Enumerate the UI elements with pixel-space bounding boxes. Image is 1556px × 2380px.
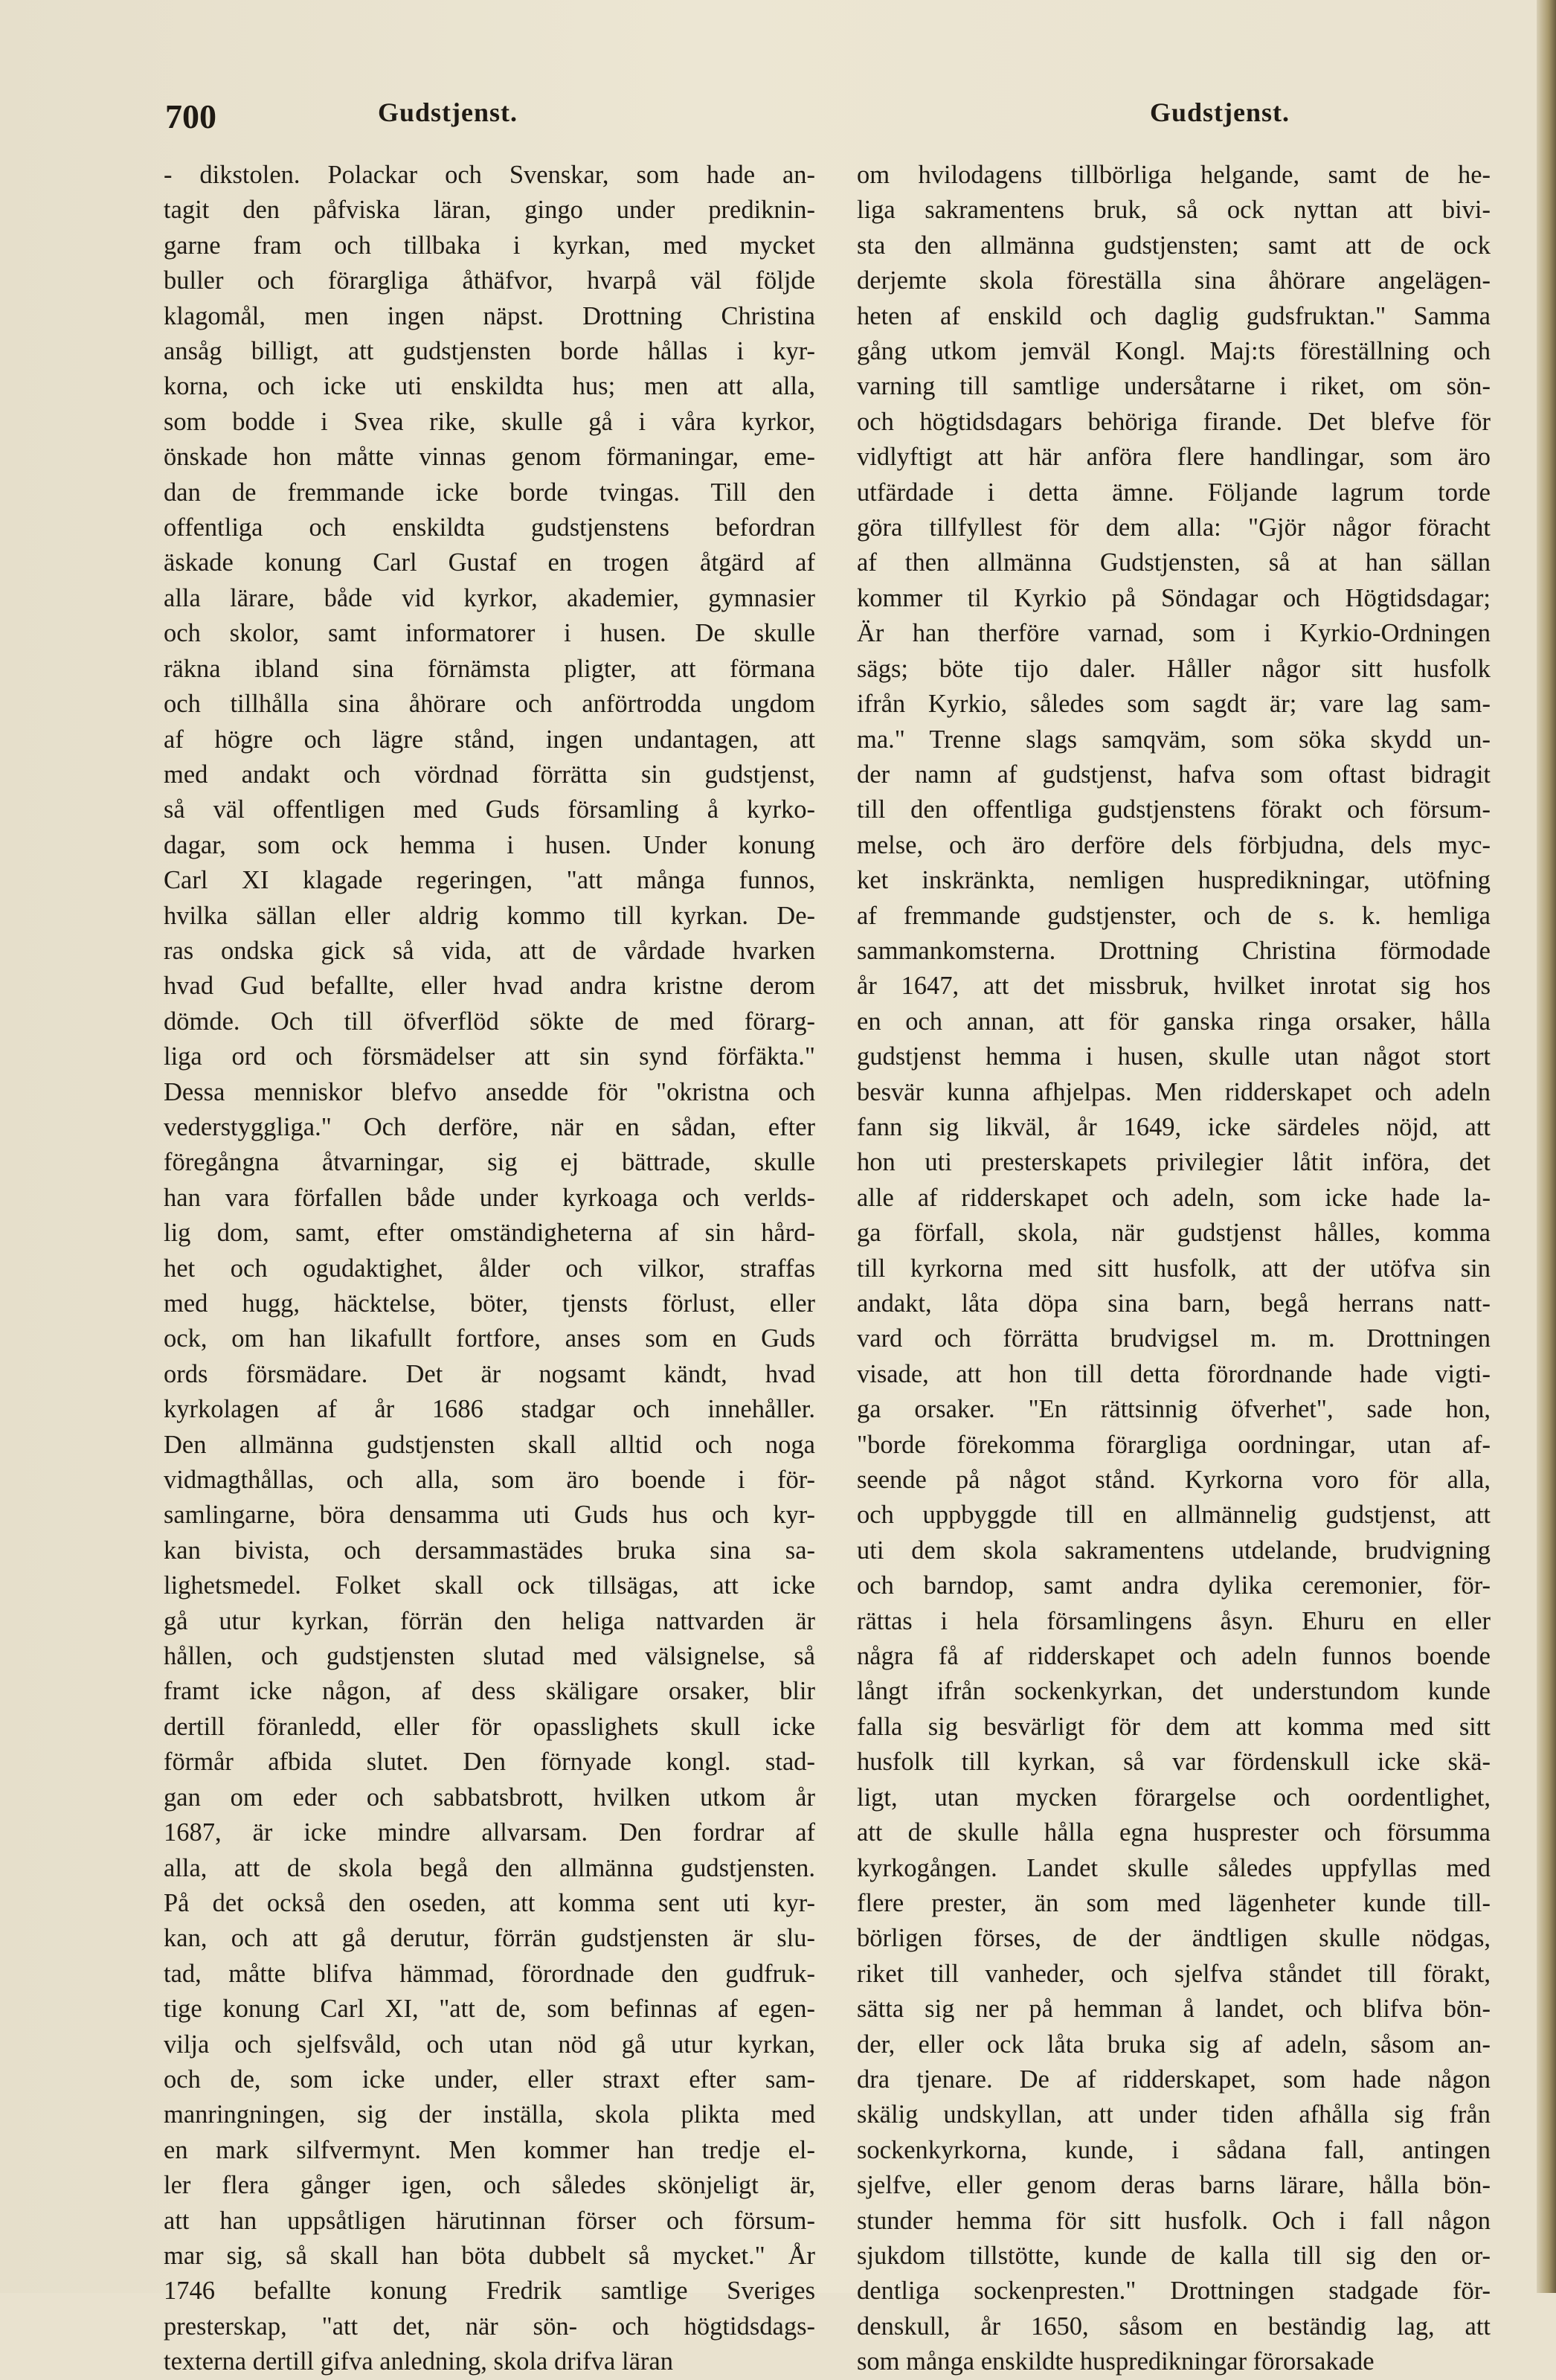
text-line: Den allmänna gudstjensten skall alltid och noga	[164, 1430, 815, 1459]
text-line: och de, som icke under, eller straxt efter sam-	[164, 2065, 815, 2094]
text-line: och barndop, samt andra dylika ceremonier, för-	[857, 1571, 1491, 1600]
text-line: korna, och icke uti enskildta hus; men att alla,	[164, 372, 815, 401]
text-line: falla sig besvärligt för dem att komma med sitt	[857, 1712, 1491, 1741]
text-line: klagomål, men ingen näpst. Drottning Christina	[164, 301, 815, 330]
text-line: "borde förekomma förargliga oordningar, utan af-	[857, 1430, 1491, 1459]
text-line: räkna ibland sina förnämsta pligter, att förmana	[164, 654, 815, 683]
text-line: sjelfve, eller genom deras barns lärare, hålla bön-	[857, 2171, 1491, 2200]
text-line: ras ondska gick så vida, att de vårdade hvarken	[164, 936, 815, 965]
text-line: önskade hon måtte vinnas genom förmaningar, eme-	[164, 443, 815, 472]
text-line: dan de fremmande icke borde tvingas. Till den	[164, 478, 815, 507]
text-line: vard och förrätta brudvigsel m. m. Drottningen	[857, 1324, 1491, 1353]
text-line: äskade konung Carl Gustaf en trogen åtgärd af	[164, 548, 815, 577]
text-line: alla, att de skola begå den allmänna gudstjensten.	[164, 1853, 815, 1882]
text-line: dra tjenare. De af ridderskapet, som hade någon	[857, 2065, 1491, 2094]
text-line: mar sig, så skall han böta dubbelt så mycket." År	[164, 2241, 815, 2270]
text-line: till kyrkorna med sitt husfolk, att der utöfva sin	[857, 1254, 1491, 1283]
text-line: ma." Trenne slags samqväm, som söka skydd un-	[857, 725, 1491, 754]
text-line: förmår afbida slutet. Den förnyade kongl. stad-	[164, 1748, 815, 1777]
text-line: ansåg billigt, att gudstjensten borde hållas i kyr-	[164, 337, 815, 366]
text-line: ler flera gånger igen, och således skönjeligt är,	[164, 2171, 815, 2200]
text-line: sätta sig ner på hemman å landet, och blifva bön-	[857, 1995, 1491, 2024]
text-line: att de skulle hålla egna husprester och försumma	[857, 1818, 1491, 1847]
text-line: dömde. Och till öfverflöd sökte de med förarg-	[164, 1007, 815, 1036]
text-line: af högre och lägre stånd, ingen undantagen, att	[164, 725, 815, 754]
text-line: 1746 befallte konung Fredrik samtlige Sveriges	[164, 2277, 815, 2306]
text-line: andakt, låta döpa sina barn, begå herrans natt-	[857, 1289, 1491, 1318]
text-line: hvilka sällan eller aldrig kommo till kyrkan. De-	[164, 901, 815, 930]
text-line: om hvilodagens tillbörliga helgande, samt de he-	[857, 161, 1491, 189]
text-line: gå utur kyrkan, förrän den heliga nattvarden är	[164, 1606, 815, 1635]
text-line: tige konung Carl XI, "att de, som befinnas af egen-	[164, 1995, 815, 2024]
text-line: fann sig likväl, år 1649, icke särdeles nöjd, att	[857, 1112, 1491, 1141]
text-line: presterskap, "att det, när sön- och högtidsdags-	[164, 2312, 815, 2341]
text-line: tagit den påfviska läran, gingo under prediknin-	[164, 196, 815, 225]
text-line: varning till samtlige undersåtarne i riket, om sön-	[857, 372, 1491, 401]
text-line: husfolk till kyrkan, så var fördenskull icke skä-	[857, 1748, 1491, 1777]
text-line: På det också den oseden, att komma sent uti kyr-	[164, 1888, 815, 1917]
text-line: ligt, utan mycken förargelse och oordentlighet,	[857, 1783, 1491, 1812]
text-column-right	[857, 158, 1491, 2380]
text-line: dagar, som ock hemma i husen. Under konung	[164, 830, 815, 859]
text-line: ga orsaker. "En rättsinnig öfverhet", sade hon,	[857, 1395, 1491, 1424]
text-line: sammankomsterna. Drottning Christina förmodade	[857, 936, 1491, 965]
text-line: tad, måtte blifva hämmad, förordnade den gudfruk-	[164, 1959, 815, 1988]
text-line: gan om eder och sabbatsbrott, hvilken utkom år	[164, 1783, 815, 1812]
text-line: lighetsmedel. Folket skall ock tillsägas, att icke	[164, 1571, 815, 1600]
text-line: af then allmänna Gudstjensten, så at han sällan	[857, 548, 1491, 577]
text-line: så väl offentligen med Guds församling å kyrko-	[164, 795, 815, 824]
text-line: af fremmande gudstjenster, och de s. k. hemliga	[857, 901, 1491, 930]
text-line: Carl XI klagade regeringen, "att många funnos,	[164, 866, 815, 895]
text-line: några få af ridderskapet och adeln funnos boende	[857, 1642, 1491, 1671]
text-line: att han uppsåtligen härutinnan förser och försum-	[164, 2206, 815, 2235]
text-line: kyrkogången. Landet skulle således uppfyllas med	[857, 1853, 1491, 1882]
text-line: texterna dertill gifva anledning, skola drifva läran	[164, 2347, 673, 2376]
text-line: en mark silfvermynt. Men kommer han tredje el-	[164, 2135, 815, 2164]
text-line: framt icke någon, af dess skäligare orsaker, blir	[164, 1677, 815, 1706]
text-line: buller och förargliga åthäfvor, hvarpå väl följde	[164, 266, 815, 295]
text-line: 1687, är icke mindre allvarsam. Den fordrar af	[164, 1818, 815, 1847]
text-line: ords försmädare. Det är nogsamt kändt, hvad	[164, 1359, 815, 1388]
running-head-right: Gudstjenst.	[1150, 97, 1290, 127]
text-line: Är han therföre varnad, som i Kyrkio-Ordningen	[857, 619, 1491, 648]
text-line: derjemte skola föreställa sina åhörare angelägen-	[857, 266, 1491, 295]
text-line: med hugg, häcktelse, böter, tjensts förlust, eller	[164, 1289, 815, 1318]
text-line: föregångna åtvarningar, sig ej bättrade, skulle	[164, 1148, 815, 1177]
text-line: rättas i hela församlingens åsyn. Ehuru en eller	[857, 1606, 1491, 1635]
text-line: en och annan, att för ganska ringa orsaker, hålla	[857, 1007, 1491, 1036]
text-line: stunder hemma för sitt husfolk. Och i fall någon	[857, 2206, 1491, 2235]
text-line: sägs; böte tijo daler. Håller någor sitt husfolk	[857, 654, 1491, 683]
text-line: med andakt och vördnad förrätta sin gudstjenst,	[164, 760, 815, 789]
text-line: seende på något stånd. Kyrkorna voro för alla,	[857, 1466, 1491, 1495]
text-line: visade, att hon till detta förordnande hade vigti-	[857, 1359, 1491, 1388]
text-line: liga sakramentens bruk, så ock nyttan att bivi-	[857, 196, 1491, 225]
text-line: göra tillfyllest för dem alla: "Gjör någor föracht	[857, 513, 1491, 542]
text-line: skälig undskyllan, att under tiden afhålla sig från	[857, 2100, 1491, 2129]
text-line: och uppbyggde till en allmännelig gudstjenst, att	[857, 1501, 1491, 1530]
text-line: besvär kunna afhjelpas. Men ridderskapet och adeln	[857, 1077, 1491, 1106]
text-column-left	[164, 158, 815, 2380]
text-line: sjukdom tillstötte, kunde de kalla till sig den or-	[857, 2241, 1491, 2270]
text-line: gång utkom jemväl Kongl. Maj:ts föreställning och	[857, 337, 1491, 366]
text-line: hvad Gud befallte, eller hvad andra kristne derom	[164, 972, 815, 1001]
text-line: och högtidsdagars behöriga firande. Det blefve för	[857, 407, 1491, 436]
text-line: till den offentliga gudstjenstens förakt och försum-	[857, 795, 1491, 824]
text-line: liga ord och försmädelser att sin synd förfäkta."	[164, 1042, 815, 1071]
text-line: kyrkolagen af år 1686 stadgar och innehåller.	[164, 1395, 815, 1424]
text-line: långt ifrån sockenkyrkan, det understundom kunde	[857, 1677, 1491, 1706]
text-line: år 1647, att det missbruk, hvilket inrotat sig hos	[857, 972, 1491, 1001]
page-number: 700	[165, 97, 216, 135]
text-line: der namn af gudstjenst, hafva som oftast bidragit	[857, 760, 1491, 789]
text-line: garne fram och tillbaka i kyrkan, med mycket	[164, 231, 815, 260]
text-line: ock, om han likafullt fortfore, anses som en Guds	[164, 1324, 815, 1353]
text-line: ga förfall, skola, när gudstjenst hålles, komma	[857, 1219, 1491, 1248]
text-line: sta den allmänna gudstjensten; samt att de ock	[857, 231, 1491, 260]
text-line: utfärdade i detta ämne. Följande lagrum torde	[857, 478, 1491, 507]
text-line: - dikstolen. Polackar och Svenskar, som hade an-	[164, 161, 815, 189]
text-line: vidmagthållas, och alla, som äro boende i för-	[164, 1466, 815, 1495]
text-line: ifrån Kyrkio, således som sagdt är; vare lag sam-	[857, 690, 1491, 719]
text-line: börligen förses, de der ändtligen skulle nödgas,	[857, 1924, 1491, 1953]
text-line: som många enskildte huspredikningar förorsakade	[857, 2347, 1375, 2376]
text-line: kan, och att gå derutur, förrän gudstjensten är slu-	[164, 1924, 815, 1953]
text-line: melse, och äro derföre dels förbjudna, dels myc-	[857, 830, 1491, 859]
text-line: denskull, år 1650, såsom en beständig lag, att	[857, 2312, 1491, 2341]
running-head-left: Gudstjenst.	[378, 97, 518, 127]
text-line: der, eller ock låta bruka sig af adeln, såsom an-	[857, 2030, 1491, 2059]
text-line: alla lärare, både vid kyrkor, akademier, gymnasier	[164, 583, 815, 612]
text-line: offentliga och enskildta gudstjenstens befordran	[164, 513, 815, 542]
text-line: dertill föranledd, eller för opasslighets skull icke	[164, 1712, 815, 1741]
text-line: flere prester, än som med lägenheter kunde till-	[857, 1888, 1491, 1917]
text-line: och skolor, samt informatorer i husen. De skulle	[164, 619, 815, 648]
text-line: Dessa menniskor blefvo ansedde för "okristna och	[164, 1077, 815, 1106]
text-line: kan bivista, och dersammastädes bruka sina sa-	[164, 1536, 815, 1565]
text-line: hållen, och gudstjensten slutad med välsignelse, så	[164, 1642, 815, 1671]
text-line: het och ogudaktighet, ålder och vilkor, straffas	[164, 1254, 815, 1283]
text-line: alle af ridderskapet och adeln, som icke hade la-	[857, 1183, 1491, 1212]
text-line: riket till vanheder, och sjelfva ståndet till förakt,	[857, 1959, 1491, 1988]
text-line: vilja och sjelfsvåld, och utan nöd gå utur kyrkan,	[164, 2030, 815, 2059]
text-line: hon uti presterskapets privilegier låtit införa, det	[857, 1148, 1491, 1177]
text-line: manringningen, sig der inställa, skola plikta med	[164, 2100, 815, 2129]
text-line: gudstjenst hemma i husen, skulle utan något stort	[857, 1042, 1491, 1071]
text-line: heten af enskild och daglig gudsfruktan." Samma	[857, 301, 1491, 330]
text-line: vederstyggliga." Och derföre, när en sådan, efter	[164, 1112, 815, 1141]
text-line: dentliga sockenpresten." Drottningen stadgade för-	[857, 2277, 1491, 2306]
text-line: vidlyftigt att här anföra flere handlingar, som äro	[857, 443, 1491, 472]
text-line: lig dom, samt, efter omständigheterna af sin hård-	[164, 1219, 815, 1248]
text-line: som bodde i Svea rike, skulle gå i våra kyrkor,	[164, 407, 815, 436]
text-line: han vara förfallen både under kyrkoaga och verlds-	[164, 1183, 815, 1212]
text-line: ket inskränkta, nemligen huspredikningar, utöfning	[857, 866, 1491, 895]
text-line: samlingarne, böra densamma uti Guds hus och kyr-	[164, 1501, 815, 1530]
text-line: kommer til Kyrkio på Söndagar och Högtidsdagar;	[857, 583, 1491, 612]
text-line: uti dem skola sakramentens utdelande, brudvigning	[857, 1536, 1491, 1565]
text-line: sockenkyrkorna, kunde, i sådana fall, antingen	[857, 2135, 1491, 2164]
text-line: och tillhålla sina åhörare och anförtrodda ungdom	[164, 690, 815, 719]
page-edge-shadow	[1537, 0, 1556, 2293]
